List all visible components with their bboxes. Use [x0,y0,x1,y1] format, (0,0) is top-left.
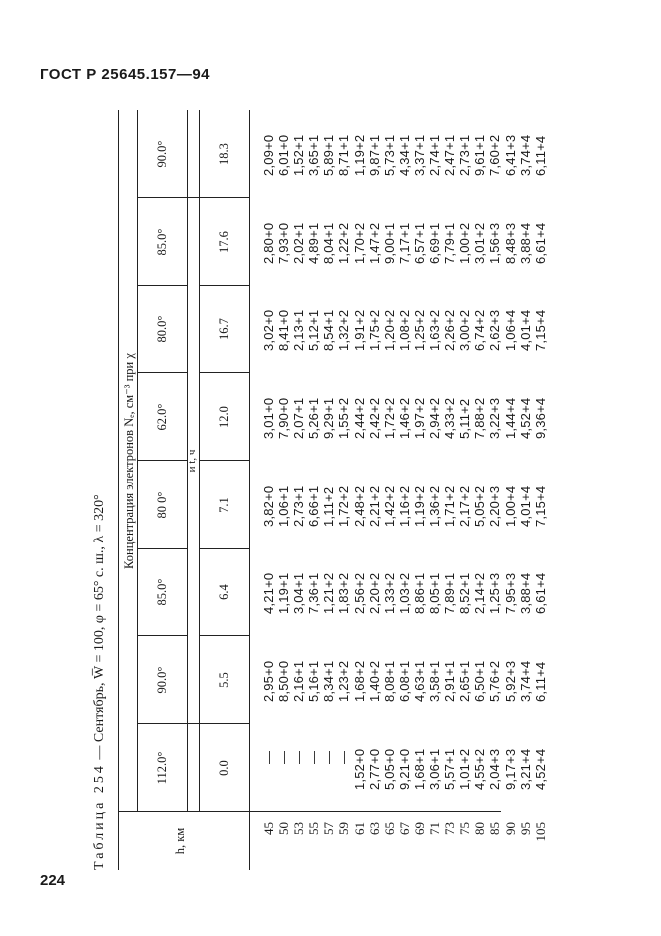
cell-value: 8,52+1 [457,572,473,614]
cell-value: 2,42+2 [366,397,382,439]
cell-value: — [261,750,276,764]
cell-value: 3,01+2 [472,222,488,264]
chi-header: 80.0° [155,315,169,343]
cell-value: 2,26+2 [442,309,458,351]
cell-value: 6,61+4 [532,222,548,264]
cell-value: 6,50+1 [472,660,488,702]
cell-value: 1,16+2 [396,485,412,527]
cell-value: 1,56+3 [487,222,503,264]
height-value: 50 [276,822,292,835]
chi-header: 90.0° [155,666,169,694]
cell-value: 5,89+1 [321,134,337,176]
cell-value: 1,06+1 [276,485,292,527]
cell-value: 1,19+2 [351,134,367,176]
cell-value: 7,90+0 [276,397,292,439]
cell-value: 2,56+2 [351,572,367,614]
t-row-rule [199,110,200,812]
cell-value: 6,11+4 [532,661,548,702]
cell-value: 6,01+0 [276,134,292,176]
cell-value: 6,08+1 [396,660,412,702]
height-value: 105 [532,822,548,842]
data-column [261,749,548,790]
data-column [261,486,548,527]
document-header: ГОСТ Р 25645.157—94 [40,66,211,83]
cell-value: 7,15+4 [532,309,548,351]
data-column [261,310,548,351]
cell-value: 8,04+1 [321,222,337,264]
height-value: 75 [457,822,473,835]
cell-value: 6,74+2 [472,309,488,351]
cell-value: 1,97+2 [411,397,427,439]
cell-value: 3,21+4 [517,748,533,790]
cell-value: 1,75+2 [366,309,382,351]
cell-value: 9,61+1 [472,134,488,176]
cell-value: 1,52+1 [291,134,307,176]
cell-value: 2,09+0 [261,134,276,176]
chi-header: 80 0° [155,491,169,519]
cell-value: 2,65+1 [457,660,473,702]
cell-value: 5,11+2 [457,398,473,439]
cell-value: 1,91+2 [351,309,367,351]
cell-value: 2,21+2 [366,485,382,527]
data-table [118,110,548,870]
height-value: 57 [321,822,337,835]
cell-value: 1,36+2 [427,485,443,527]
table-label: Таблица 254 [92,763,107,870]
height-value: 69 [411,822,427,835]
cell-value: — [321,750,337,764]
cell-value: 7,36+1 [306,572,322,614]
cell-value: 3,02+0 [261,309,276,351]
cell-value: 5,76+2 [487,660,503,702]
cell-value: 2,91+1 [442,660,458,702]
cell-value: 1,68+1 [411,748,427,790]
cell-value: 4,21+0 [261,572,276,614]
cell-value: 7,93+0 [276,222,292,264]
cell-value: 7,60+2 [487,134,503,176]
height-value: 55 [306,822,322,835]
chi-header: 112.0° [155,751,169,785]
cell-value: 2,04+3 [487,748,503,790]
cell-value: 6,57+1 [411,222,427,264]
cell-value: 7,15+4 [532,485,548,527]
cell-value: 1,00+4 [502,485,518,527]
cell-value: 9,21+0 [396,748,412,790]
chi-header: 62.0° [155,403,169,431]
height-value: 59 [336,822,352,835]
cell-value: 9,87+1 [366,134,382,176]
cell-value: 1,44+4 [502,397,518,439]
cell-value: 4,34+1 [396,134,412,176]
cell-value: 1,52+0 [351,748,367,790]
height-value: 65 [381,822,397,835]
cell-value: 3,04+1 [291,572,307,614]
cell-value: 3,58+1 [427,660,443,702]
cell-value: 3,74+4 [517,134,533,176]
cell-value: 9,00+1 [381,222,397,264]
cell-value: 2,77+0 [366,748,382,790]
cell-value: 3,01+0 [261,397,276,439]
cell-value: 2,14+2 [472,572,488,614]
cell-value: 8,08+1 [381,660,397,702]
height-value: 53 [291,822,307,835]
height-value: 85 [487,822,503,835]
cell-value: 8,86+1 [411,572,427,614]
cell-value: 4,01+4 [517,485,533,527]
cell-value: 1,32+2 [336,309,352,351]
cell-value: 1,40+2 [366,660,382,702]
cell-value: 2,94+2 [427,397,443,439]
table-caption [92,110,108,870]
cell-value: 3,65+1 [306,134,322,176]
cell-value: 2,62+3 [487,309,503,351]
cell-value: 2,16+1 [291,660,307,702]
cell-value: 8,05+1 [427,572,443,614]
t-header: 12.0 [217,406,231,428]
cell-value: 2,73+1 [457,134,473,176]
cell-value: 1,19+1 [276,572,292,614]
cell-value: 1,63+2 [427,309,443,351]
t-header: 18.3 [217,143,231,165]
cell-value: 5,05+2 [472,485,488,527]
cell-value: 4,52+4 [532,748,548,790]
cell-value: 2,13+1 [291,309,307,351]
table-title: — Сентябрь, W̅ = 100, φ = 65° с. ш., λ = 320° [92,494,107,764]
cell-value: 6,61+4 [532,572,548,614]
t-header: 0.0 [217,760,231,776]
cell-value: 3,88+4 [517,222,533,264]
cell-value: 2,17+2 [457,485,473,527]
data-column [261,135,548,176]
cell-value: — [291,750,307,764]
cell-value: 1,33+2 [381,572,397,614]
cell-value: 9,17+3 [502,748,518,790]
data-column [261,398,548,439]
cell-value: 4,52+4 [517,397,533,439]
cell-value: 2,47+1 [442,134,458,176]
cell-value: 6,66+1 [306,485,322,527]
height-value: 45 [261,822,276,835]
cell-value: 2,73+1 [291,485,307,527]
cell-value: 1,22+2 [336,222,352,264]
chi-header: 90.0° [155,140,169,168]
spanner-rule [137,110,138,812]
cell-value: 2,80+0 [261,222,276,264]
height-value: 80 [472,822,488,835]
cell-value: 5,05+0 [381,748,397,790]
cell-value: 2,95+0 [261,660,276,702]
cell-value: 7,95+3 [502,572,518,614]
cell-value: 8,50+0 [276,660,292,702]
cell-value: 2,07+1 [291,397,307,439]
cell-value: 1,42+2 [381,485,397,527]
t-header: 6.4 [217,584,231,600]
t-header: 16.7 [217,318,231,340]
cell-value: 2,02+1 [291,222,307,264]
cell-value: 1,11+2 [321,486,337,527]
cell-value: 1,00+2 [457,222,473,264]
page-number: 224 [40,872,66,889]
cell-value: 4,01+4 [517,309,533,351]
data-column [261,661,548,702]
cell-value: 6,11+4 [532,135,548,176]
cell-value: — [276,750,292,764]
cell-value: 1,21+2 [321,572,337,614]
cell-value: 4,63+1 [411,660,427,702]
header-bottom-rule [249,110,250,870]
cell-value: 1,71+2 [442,485,458,527]
cell-value: — [336,750,352,764]
cell-value: 1,46+2 [396,397,412,439]
height-value: 61 [351,822,367,835]
cell-value: 1,19+2 [411,485,427,527]
cell-value: 3,00+2 [457,309,473,351]
cell-value: 1,20+2 [381,309,397,351]
height-value: 95 [517,822,533,835]
cell-value: 7,79+1 [442,222,458,264]
cell-value: 8,71+1 [336,134,352,176]
cell-value: — [306,750,322,764]
cell-value: 1,25+3 [487,572,503,614]
t-header: 17.6 [217,231,231,253]
cell-value: 7,17+1 [396,222,412,264]
cell-value: 7,88+2 [472,397,488,439]
cell-value: 1,08+2 [396,309,412,351]
cell-value: 1,01+2 [457,748,473,790]
cell-value: 9,36+4 [532,397,548,439]
cell-value: 4,33+2 [442,397,458,439]
spanner-header: Концентрация электронов Nₑ, см⁻³ при χ [122,353,136,569]
cell-value: 1,23+2 [336,660,352,702]
cell-value: 8,34+1 [321,660,337,702]
height-value: 90 [502,822,518,835]
data-column [261,223,548,264]
cell-value: 1,06+4 [502,309,518,351]
cell-value: 4,89+1 [306,222,322,264]
cell-value: 2,48+2 [351,485,367,527]
cell-value: 3,22+3 [487,397,503,439]
cell-value: 3,74+4 [517,660,533,702]
cell-value: 2,20+3 [487,485,503,527]
cell-value: 7,89+1 [442,572,458,614]
cell-value: 1,03+2 [396,572,412,614]
sub-spanner-header: и t, ч [186,449,198,473]
cell-value: 6,69+1 [427,222,443,264]
t-header: 5.5 [217,672,231,688]
cell-value: 3,37+1 [411,134,427,176]
cell-value: 1,55+2 [336,397,352,439]
cell-value: 5,12+1 [306,309,322,351]
cell-value: 1,70+2 [351,222,367,264]
cell-value: 1,72+2 [336,485,352,527]
height-value: 73 [442,822,458,835]
cell-value: 5,73+1 [381,134,397,176]
height-header: h, км [173,827,187,855]
t-header: 7.1 [217,497,231,513]
cell-value: 3,82+0 [261,485,276,527]
cell-value: 5,92+3 [502,660,518,702]
cell-value: 1,83+2 [336,572,352,614]
data-column [261,573,548,614]
cell-value: 1,47+2 [366,222,382,264]
cell-value: 9,29+1 [321,397,337,439]
height-value: 71 [427,822,443,835]
height-column [261,822,548,848]
cell-value: 5,57+1 [442,748,458,790]
cell-value: 3,06+1 [427,748,443,790]
cell-value: 1,72+2 [381,397,397,439]
height-value: 67 [396,822,412,835]
rotated-table-region [88,110,548,870]
cell-value: 2,74+1 [427,134,443,176]
cell-value: 5,16+1 [306,660,322,702]
cell-value: 1,25+2 [411,309,427,351]
chi-header: 85.0° [155,578,169,606]
cell-value: 4,55+2 [472,748,488,790]
cell-value: 8,41+0 [276,309,292,351]
cell-value: 2,20+2 [366,572,382,614]
cell-value: 8,48+3 [502,222,518,264]
cell-value: 6,41+3 [502,134,518,176]
height-value: 63 [366,822,382,835]
cell-value: 3,88+4 [517,572,533,614]
cell-value: 8,54+1 [321,309,337,351]
chi-header: 85.0° [155,228,169,256]
cell-value: 1,68+2 [351,660,367,702]
cell-value: 2,44+2 [351,397,367,439]
cell-value: 5,26+1 [306,397,322,439]
